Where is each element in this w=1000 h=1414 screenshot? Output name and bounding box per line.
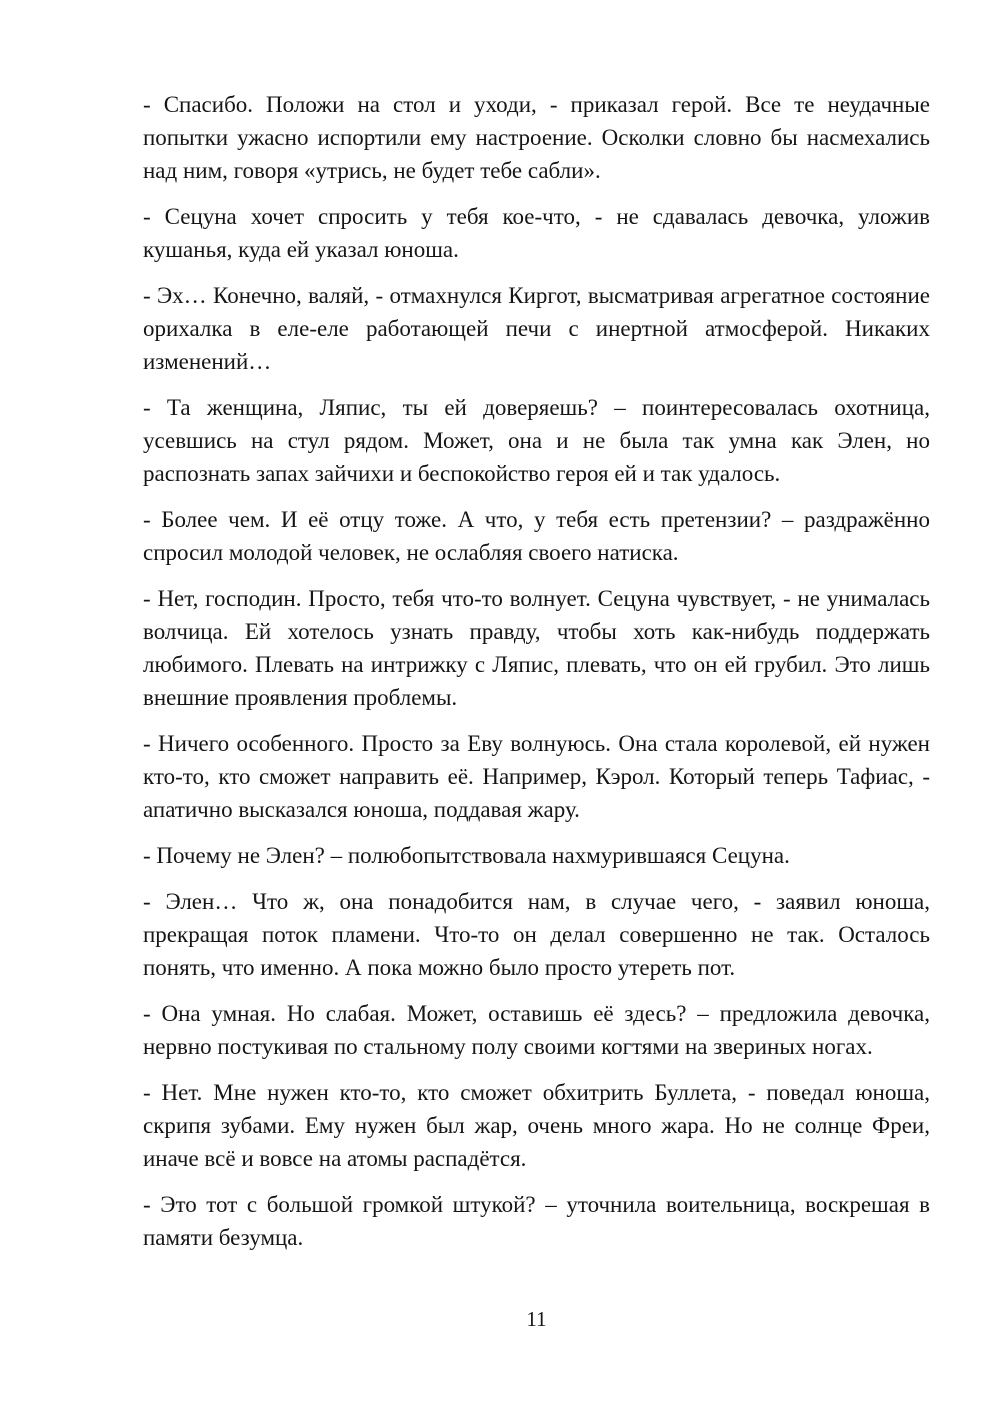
paragraph: - Нет, господин. Просто, тебя что-то волнует. Сецуна чувствует, - не унималась волчица. Ей хотелось узнать правду, чтобы хоть как-нибудь поддержать любимого. Плевать на интрижку с Ляпис, плевать, что он ей грубил. Это лишь внешние проявления проблемы.	[143, 586, 930, 710]
paragraph: - Она умная. Но слабая. Может, оставишь её здесь? – предложила девочка, нервно постукивая по стальному полу своими когтями на звериных ногах.	[143, 1001, 930, 1059]
paragraph: - Спасибо. Положи на стол и уходи, - приказал герой. Все те неудачные попытки ужасно испортили ему настроение. Осколки словно бы насмехались над ним, говоря «утрись, не будет тебе сабли».	[143, 92, 930, 183]
paragraph: - Почему не Элен? – полюбопытствовала нахмурившаяся Сецуна.	[143, 843, 790, 868]
paragraph: - Сецуна хочет спросить у тебя кое-что, - не сдавалась девочка, уложив кушанья, куда ей указал юноша.	[143, 204, 930, 262]
paragraph: - Нет. Мне нужен кто-то, кто сможет обхитрить Буллета, - поведал юноша, скрипя зубами. Ему нужен был жар, очень много жара. Но не солнце Фреи, иначе всё и вовсе на атомы распадётся.	[143, 1080, 930, 1171]
paragraph: - Ничего особенного. Просто за Еву волнуюсь. Она стала королевой, ей нужен кто-то, кто сможет направить её. Например, Кэрол. Который теперь Тафиас, - апатично высказался юноша, поддавая жару.	[143, 731, 930, 822]
paragraph: - Эх… Конечно, валяй, - отмахнулся Киргот, высматривая агрегатное состояние орихалка в еле-еле работающей печи с инертной атмосферой. Никаких изменений…	[143, 283, 930, 374]
page-number: 11	[526, 1307, 547, 1331]
paragraph: - Элен… Что ж, она понадобится нам, в случае чего, - заявил юноша, прекращая поток пламени. Что-то он делал совершенно не так. Осталось понять, что именно. А пока можно было просто утереть пот.	[143, 889, 930, 980]
page-content	[143, 88, 930, 1267]
paragraph: - Более чем. И её отцу тоже. А что, у тебя есть претензии? – раздражённо спросил молодой человек, не ослабляя своего натиска.	[143, 507, 930, 565]
paragraph: - Та женщина, Ляпис, ты ей доверяешь? – поинтересовалась охотница, усевшись на стул рядом. Может, она и не была так умна как Элен, но распознать запах зайчихи и беспокойство героя ей и так удалось.	[143, 395, 930, 486]
paragraph: - Это тот с большой громкой штукой? – уточнила воительница, воскрешая в памяти безумца.	[143, 1192, 930, 1250]
